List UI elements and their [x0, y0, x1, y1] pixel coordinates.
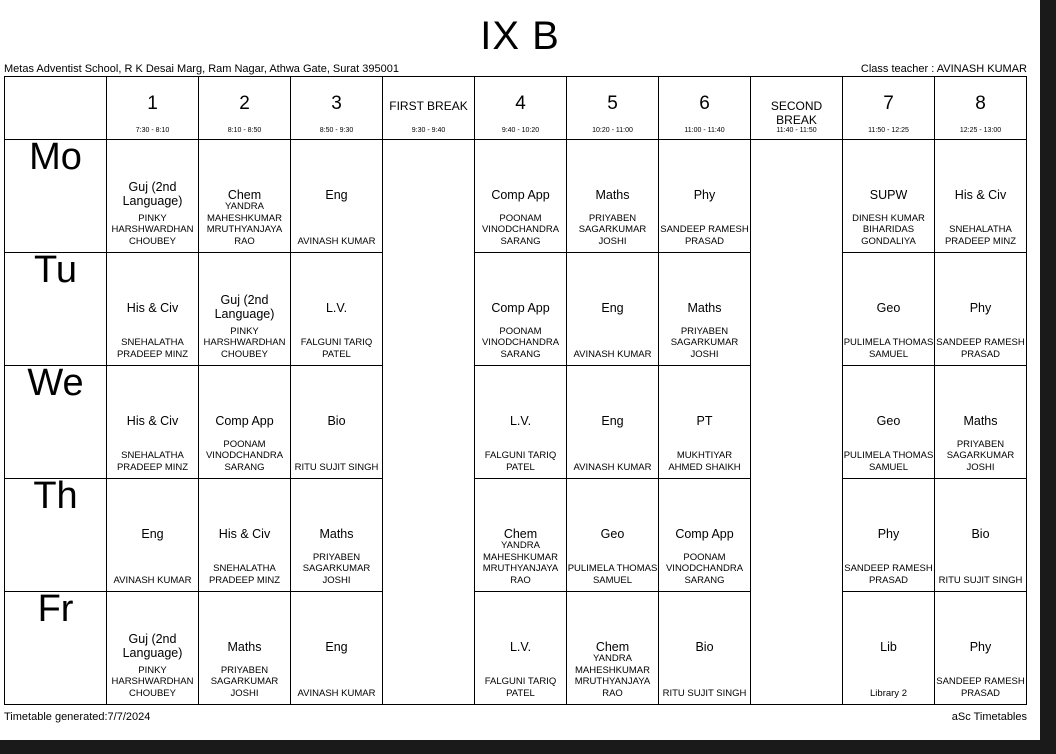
subject-name: Maths [963, 414, 998, 428]
teacher-name: SNEHALATHA PRADEEP MINZ [208, 563, 281, 586]
day-name: Fr [37, 591, 74, 630]
teacher-name: PRIYABEN SAGARKUMAR JOSHI [946, 438, 1015, 473]
subject-name: Chem [595, 640, 630, 654]
subject-name: Guj (2nd Language) [122, 180, 183, 208]
subject-name: Bio [971, 527, 990, 541]
generated-date: Timetable generated:7/7/2024 [4, 711, 151, 723]
subject-name: Eng [141, 527, 164, 541]
teacher-name: Library 2 [870, 687, 907, 699]
period-time: 11:50 - 12:25 [868, 127, 909, 134]
teacher-name: PRIYABEN SAGARKUMAR JOSHI [210, 664, 279, 699]
day-name: Tu [34, 252, 77, 291]
lesson-cell [659, 140, 751, 253]
period-number: 4 [515, 93, 526, 114]
day-name: Th [33, 478, 78, 517]
subject-name: Eng [325, 640, 348, 654]
period-number: 1 [147, 93, 158, 114]
lesson-cell [935, 479, 1027, 592]
subject-name: Phy [969, 301, 992, 315]
teacher-name: FALGUNI TARIQ PATEL [300, 337, 373, 360]
teacher-name: PULIMELA THOMAS SAMUEL [843, 450, 934, 473]
day-name: Mo [29, 139, 82, 178]
subject-name: His & Civ [218, 527, 271, 541]
day-label-cell [5, 253, 107, 366]
period-time: 12:25 - 13:00 [959, 127, 1002, 134]
lesson-cell [199, 140, 291, 253]
subject-name: Maths [319, 527, 354, 541]
teacher-name: POONAM VINODCHANDRA SARANG [665, 551, 744, 586]
period-number: 3 [331, 93, 342, 114]
lesson-cell [843, 140, 935, 253]
teacher-name: PINKY HARSHWARDHAN CHOUBEY [111, 664, 194, 699]
break-label: FIRST BREAK [389, 99, 468, 113]
period-number: 2 [239, 93, 250, 114]
lesson-cell [199, 366, 291, 479]
teacher-name: POONAM VINODCHANDRA SARANG [481, 212, 560, 247]
subject-name: His & Civ [954, 188, 1007, 202]
subject-name: Comp App [491, 188, 550, 202]
subject-name: Geo [876, 301, 901, 315]
break-header [383, 77, 475, 140]
subject-name: Phy [969, 640, 992, 654]
period-header [107, 77, 199, 140]
lesson-cell [935, 140, 1027, 253]
teacher-name: AVINASH KUMAR [297, 687, 376, 699]
subject-name: Geo [876, 414, 901, 428]
teacher-name: FALGUNI TARIQ PATEL [484, 450, 557, 473]
teacher-name: MUKHTIYAR AHMED SHAIKH [668, 450, 741, 473]
day-row [5, 366, 1027, 479]
teacher-name: SANDEEP RAMESH PRASAD [936, 337, 1025, 360]
teacher-name: SNEHALATHA PRADEEP MINZ [116, 337, 189, 360]
subject-name: Comp App [491, 301, 550, 315]
period-header [475, 77, 567, 140]
subject-name: Bio [695, 640, 714, 654]
period-time: 8:10 - 8:50 [227, 127, 262, 134]
teacher-name: POONAM VINODCHANDRA SARANG [481, 325, 560, 360]
class-title: IX B [480, 14, 560, 58]
teacher-name: SANDEEP RAMESH PRASAD [936, 676, 1025, 699]
lesson-cell [567, 140, 659, 253]
lesson-cell [199, 479, 291, 592]
subject-name: His & Civ [126, 414, 179, 428]
lesson-cell [659, 366, 751, 479]
lesson-cell [659, 479, 751, 592]
subject-name: Maths [595, 188, 630, 202]
period-header [935, 77, 1027, 140]
teacher-name: AVINASH KUMAR [297, 235, 376, 247]
period-time: 11:00 - 11:40 [684, 127, 725, 134]
subject-name: Comp App [215, 414, 274, 428]
period-time: 7:30 - 8:10 [135, 127, 170, 134]
subject-name: SUPW [869, 188, 908, 202]
teacher-name: PINKY HARSHWARDHAN CHOUBEY [203, 325, 286, 360]
break-column [383, 140, 475, 705]
lesson-cell [843, 253, 935, 366]
teacher-name: SANDEEP RAMESH PRASAD [660, 224, 749, 247]
day-label-cell [5, 366, 107, 479]
subject-name: Phy [877, 527, 900, 541]
teacher-name: RITU SUJIT SINGH [938, 574, 1023, 586]
teacher-name: SANDEEP RAMESH PRASAD [844, 563, 933, 586]
corner-cell [5, 77, 107, 140]
period-time: 9:40 - 10:20 [501, 127, 540, 134]
teacher-name: PRIYABEN SAGARKUMAR JOSHI [302, 551, 371, 586]
lesson-cell [567, 366, 659, 479]
period-number: 5 [607, 93, 618, 114]
subject-name: PT [696, 414, 713, 428]
period-time: 11:40 - 11:50 [776, 127, 817, 134]
lesson-cell [199, 592, 291, 705]
lesson-cell [659, 253, 751, 366]
period-time: 8:50 - 9:30 [319, 127, 354, 134]
subject-name: Comp App [675, 527, 734, 541]
subject-name: Lib [880, 640, 897, 654]
teacher-name: AVINASH KUMAR [113, 574, 192, 586]
break-column [751, 140, 843, 705]
lesson-cell [291, 479, 383, 592]
day-label-cell [5, 592, 107, 705]
teacher-name: AVINASH KUMAR [573, 348, 652, 360]
lesson-cell [291, 592, 383, 705]
teacher-name: PRIYABEN SAGARKUMAR JOSHI [670, 325, 739, 360]
subject-name: Guj (2nd Language) [122, 632, 183, 660]
subject-name: Maths [687, 301, 722, 315]
lesson-cell [843, 592, 935, 705]
teacher-name: YANDRA MAHESHKUMAR MRUTHYANJAYA RAO [482, 540, 559, 586]
teacher-name: YANDRA MAHESHKUMAR MRUTHYANJAYA RAO [574, 653, 651, 699]
teacher-name: PRIYABEN SAGARKUMAR JOSHI [578, 212, 647, 247]
teacher-name: POONAM VINODCHANDRA SARANG [205, 438, 284, 473]
period-header [659, 77, 751, 140]
class-teacher: Class teacher : AVINASH KUMAR [860, 63, 1027, 75]
day-label-cell [5, 479, 107, 592]
subject-name: Eng [325, 188, 348, 202]
teacher-name: RITU SUJIT SINGH [662, 687, 747, 699]
period-time: 9:30 - 9:40 [411, 127, 446, 134]
teacher-name: DINESH KUMAR BIHARIDAS GONDALIYA [852, 212, 925, 247]
lesson-cell [659, 592, 751, 705]
lesson-cell [567, 253, 659, 366]
subject-name: Chem [503, 527, 538, 541]
teacher-name: PULIMELA THOMAS SAMUEL [843, 337, 934, 360]
period-number: 7 [883, 93, 894, 114]
subject-name: L.V. [509, 640, 532, 654]
lesson-cell [107, 479, 199, 592]
lesson-cell [567, 479, 659, 592]
lesson-cell [107, 366, 199, 479]
subject-name: L.V. [325, 301, 348, 315]
subject-name: His & Civ [126, 301, 179, 315]
lesson-cell [107, 592, 199, 705]
subject-name: Eng [601, 301, 624, 315]
subject-name: L.V. [509, 414, 532, 428]
lesson-cell [935, 253, 1027, 366]
period-number: 8 [975, 93, 986, 114]
lesson-cell [475, 592, 567, 705]
day-row [5, 592, 1027, 705]
lesson-cell [291, 253, 383, 366]
school-address: Metas Adventist School, R K Desai Marg, Ram Nagar, Athwa Gate, Surat 395001 [4, 63, 399, 75]
lesson-cell [199, 253, 291, 366]
day-row [5, 253, 1027, 366]
lesson-cell [475, 253, 567, 366]
timetable-grid [4, 76, 1027, 705]
teacher-name: PULIMELA THOMAS SAMUEL [567, 563, 658, 586]
lesson-cell [475, 366, 567, 479]
day-label-cell [5, 140, 107, 253]
period-time: 10:20 - 11:00 [592, 127, 633, 134]
period-header [199, 77, 291, 140]
lesson-cell [107, 140, 199, 253]
break-label: SECOND BREAK [770, 99, 823, 127]
lesson-cell [291, 366, 383, 479]
day-row [5, 140, 1027, 253]
lesson-cell [475, 479, 567, 592]
day-row [5, 479, 1027, 592]
teacher-name: YANDRA MAHESHKUMAR MRUTHYANJAYA RAO [206, 201, 283, 247]
lesson-cell [843, 479, 935, 592]
lesson-cell [475, 140, 567, 253]
teacher-name: RITU SUJIT SINGH [294, 461, 379, 473]
subject-name: Phy [693, 188, 716, 202]
lesson-cell [291, 140, 383, 253]
period-header [291, 77, 383, 140]
subject-name: Eng [601, 414, 624, 428]
break-header [751, 77, 843, 140]
lesson-cell [107, 253, 199, 366]
teacher-name: PINKY HARSHWARDHAN CHOUBEY [111, 212, 194, 247]
subject-name: Bio [327, 414, 346, 428]
period-header [567, 77, 659, 140]
lesson-cell [567, 592, 659, 705]
teacher-name: FALGUNI TARIQ PATEL [484, 676, 557, 699]
subject-name: Chem [227, 188, 262, 202]
day-name: We [27, 365, 84, 404]
generator-credit: aSc Timetables [951, 711, 1027, 723]
lesson-cell [935, 366, 1027, 479]
subject-name: Maths [227, 640, 262, 654]
period-header-row [5, 77, 1027, 140]
period-number: 6 [699, 93, 710, 114]
lesson-cell [935, 592, 1027, 705]
lesson-cell [843, 366, 935, 479]
teacher-name: SNEHALATHA PRADEEP MINZ [944, 224, 1017, 247]
period-header [843, 77, 935, 140]
teacher-name: SNEHALATHA PRADEEP MINZ [116, 450, 189, 473]
subject-name: Guj (2nd Language) [214, 293, 275, 321]
teacher-name: AVINASH KUMAR [573, 461, 652, 473]
subject-name: Geo [600, 527, 625, 541]
